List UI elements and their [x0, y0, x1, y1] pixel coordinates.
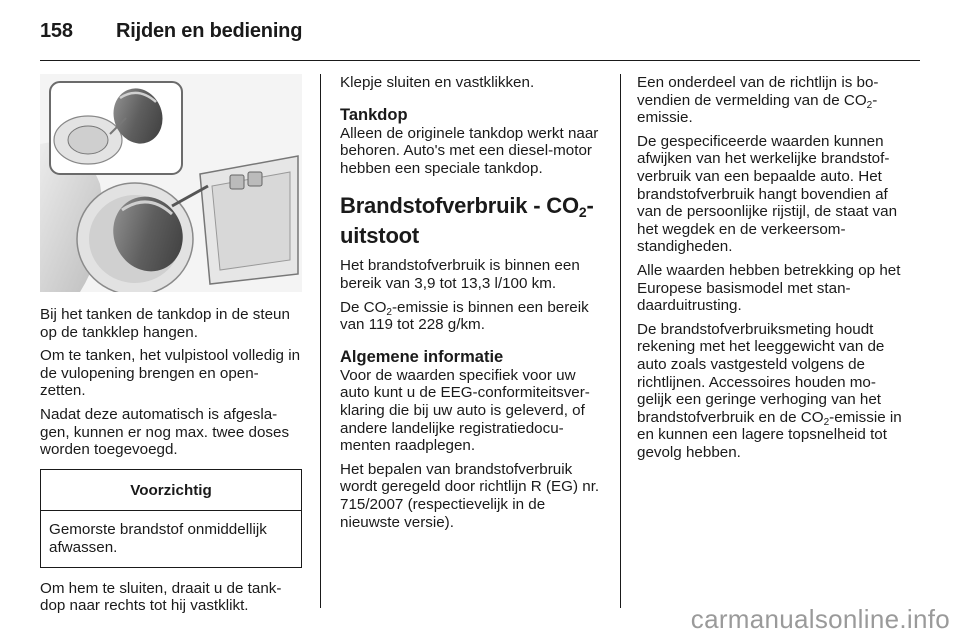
caution-title: Voorzichtig — [41, 470, 301, 512]
text: -emissie. — [637, 91, 878, 127]
column-divider — [320, 74, 321, 608]
paragraph: Het bepalen van brandstofverbruik wordt geregeld door richtlijn R (EG) nr. 715/2007 (respectievelijk in de nieuwste versie). — [340, 460, 600, 531]
caution-box — [40, 469, 302, 568]
paragraph: Klepje sluiten en vastklikken. — [340, 74, 535, 91]
column-divider — [620, 74, 621, 608]
paragraph: Om te tanken, het vulpistool volledig in de vulopening brengen en open-zetten. — [40, 347, 301, 400]
watermark: carmanualsonline.info — [690, 604, 950, 634]
text: -emissie is binnen een bereik van 119 tot 228 g/km. — [340, 298, 589, 334]
page-number: 158 — [40, 20, 73, 42]
text: De CO — [340, 298, 387, 316]
paragraph: Om hem te sluiten, draait u de tank-dop naar rechts tot hij vastklikt. — [40, 579, 282, 615]
paragraph: De gespecificeerde waarden kunnen afwijken van het werkelijke brandstof-verbruik van een bepaalde auto. Het brandstofverbruik hangt bovendien af van de persoonlijke rijstijl, de staat van het wegdek en de verkeersom-standigheden. — [637, 132, 898, 256]
page-header — [40, 20, 302, 43]
section-heading-text: -uitstoot — [340, 193, 594, 249]
page-title: Rijden en bediening — [116, 20, 303, 42]
subscript: 2 — [578, 204, 587, 221]
column-3 — [637, 74, 905, 467]
caution-text: Gemorste brandstof onmiddellijk afwassen. — [49, 521, 267, 556]
subscript: 2 — [823, 416, 830, 428]
column-1 — [40, 74, 302, 621]
column-2 — [340, 74, 602, 537]
paragraph: Alleen de originele tankdop werkt naar behoren. Auto's met een diesel-motor hebben een speciale tankdop. — [340, 124, 599, 177]
text: Een onderdeel van de richtlijn is bo-vendien de vermelding van de CO — [637, 74, 879, 109]
paragraph: Bij het tanken de tankdop in de steun op de tankklep hangen. — [40, 306, 290, 341]
subscript: 2 — [866, 99, 873, 111]
paragraph — [340, 299, 602, 334]
paragraph: Alle waarden hebben betrekking op het Europese basismodel met stan-daarduitrusting. — [637, 261, 901, 315]
text: De brandstofverbruiksmeting houdt rekening met het leeggewicht van de auto zoals vastgesteld volgens de richtlijnen. Accessoires houden mo-gelijk een geringe verhoging van het brandstofverbruik en de CO — [637, 320, 885, 426]
paragraph — [637, 321, 905, 462]
subscript: 2 — [386, 306, 392, 318]
header-rule — [40, 60, 920, 61]
paragraph: Nadat deze automatisch is afgesla-gen, kunnen er nog max. twee doses worden toegevoegd. — [40, 405, 290, 459]
paragraph: Het brandstofverbruik is binnen een bereik van 3,9 tot 13,3 l/100 km. — [340, 257, 580, 292]
text: -emissie in en kunnen een lagere topsnelheid tot gevolg hebben. — [637, 408, 902, 461]
heading-algemene-informatie: Algemene informatie — [340, 347, 504, 366]
fuel-cap-illustration — [40, 74, 302, 292]
section-heading — [340, 191, 602, 251]
paragraph — [637, 74, 905, 127]
section-heading-text: Brandstofverbruik - CO — [340, 193, 579, 219]
paragraph: Voor de waarden specifiek voor uw auto kunt u de EEG-conformiteitsver-klaring die bij uw auto is geleverd, of andere landelijke registratiedocu-menten raadplegen. — [340, 366, 590, 455]
heading-tankdop: Tankdop — [340, 105, 408, 124]
